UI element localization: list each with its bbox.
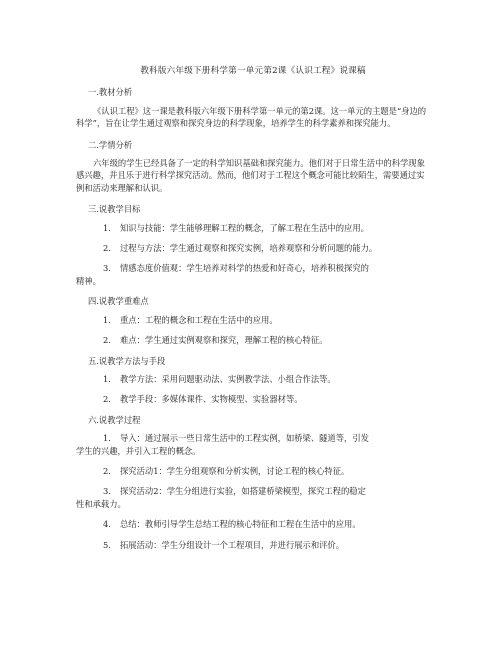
list-number: 2.: [103, 465, 111, 476]
list-text: 难点：学生通过实例观察和探究，理解工程的核心特征。: [120, 335, 328, 346]
list-text: 教学方法：采用问题驱动法、实例教学法、小组合作法等。: [120, 373, 336, 384]
section-heading: 五.说教学方法与手段: [88, 355, 166, 366]
section-teaching-goals: [76, 203, 430, 287]
section-teaching-process: [76, 414, 430, 551]
list-text: 探究活动2：学生分组进行实验，如搭建桥梁模型，探究工程的稳定: [120, 486, 366, 497]
list-number: 1.: [103, 222, 111, 233]
list-item: [76, 485, 430, 510]
list-number: 2.: [103, 394, 111, 405]
list-text: 教学手段：多媒体课件、实物模型、实验器材等。: [120, 394, 303, 405]
section-heading: 三.说教学目标: [88, 204, 141, 215]
numbered-list: [76, 373, 430, 406]
list-text: 导入：通过展示一些日常生活中的工程实例，如桥梁、隧道等，引发: [120, 433, 369, 444]
list-text-continuation: 精神。: [76, 275, 101, 286]
list-number: 1.: [103, 373, 111, 384]
numbered-list: [76, 432, 430, 551]
list-item: [76, 518, 430, 530]
list-item: [76, 222, 430, 234]
list-text: 探究活动1：学生分组观察和分析实例，讨论工程的核心特征。: [120, 465, 350, 476]
list-number: 3.: [103, 263, 111, 274]
list-text: 知识与技能：学生能够理解工程的概念，了解工程在生活中的应用。: [120, 222, 369, 233]
list-number: 2.: [103, 335, 111, 346]
section-heading: 六.说教学过程: [88, 414, 141, 425]
list-number: 3.: [103, 486, 111, 497]
section-heading: 一.教材分析: [88, 87, 133, 98]
list-number: 1.: [103, 314, 111, 325]
section-student-analysis: [76, 139, 430, 195]
list-item: [76, 539, 430, 551]
list-item: [76, 373, 430, 385]
list-text: 重点：工程的概念和工程在生活中的应用。: [120, 314, 278, 325]
list-text: 情感态度价值观：学生培养对科学的热爱和好奇心，培养积极探究的: [120, 263, 369, 274]
document-title: 教科版六年级下册科学第一单元第2课《认识工程》说课稿: [140, 66, 366, 76]
list-item: [76, 465, 430, 477]
section-key-points: [76, 295, 430, 346]
section-paragraph: 六年级的学生已经具备了一定的科学知识基础和探究能力。他们对于日常生活中的科学现象感兴趣，并且乐于进行科学探究活动。然而，他们对于工程这个概念可能比较陌生，需要通过实例和活动来理解和认识。: [76, 158, 425, 193]
section-teaching-methods: [76, 355, 430, 406]
numbered-list: [76, 314, 430, 347]
list-number: 1.: [103, 433, 111, 444]
list-item: [76, 334, 430, 346]
list-item: [76, 242, 430, 254]
list-text-continuation: 性和承载力。: [76, 498, 126, 509]
list-item: [76, 432, 430, 457]
section-teaching-material: [76, 86, 430, 129]
list-item: [76, 314, 430, 326]
numbered-list: [76, 222, 430, 288]
list-number: 5.: [103, 539, 111, 550]
list-number: 4.: [103, 519, 111, 530]
section-heading: 二.学情分析: [88, 139, 133, 150]
list-item: [76, 262, 430, 287]
list-text: 过程与方法：学生通过观察和探究实例，培养观察和分析问题的能力。: [120, 243, 378, 254]
section-paragraph: 《认识工程》这一课是教科版六年级下册科学第一单元的第2课。这一单元的主题是“身边的科学”，旨在让学生通过观察和探究身边的科学现象，培养学生的科学素养和探究能力。: [76, 105, 427, 129]
list-text: 总结：教师引导学生总结工程的核心特征和工程在生活中的应用。: [120, 519, 361, 530]
list-item: [76, 393, 430, 405]
list-text-continuation: 学生的兴趣，并引入工程的概念。: [76, 445, 201, 456]
list-number: 2.: [103, 243, 111, 254]
list-text: 拓展活动：学生分组设计一个工程项目，并进行展示和评价。: [120, 539, 345, 550]
section-heading: 四.说教学重难点: [88, 296, 149, 307]
